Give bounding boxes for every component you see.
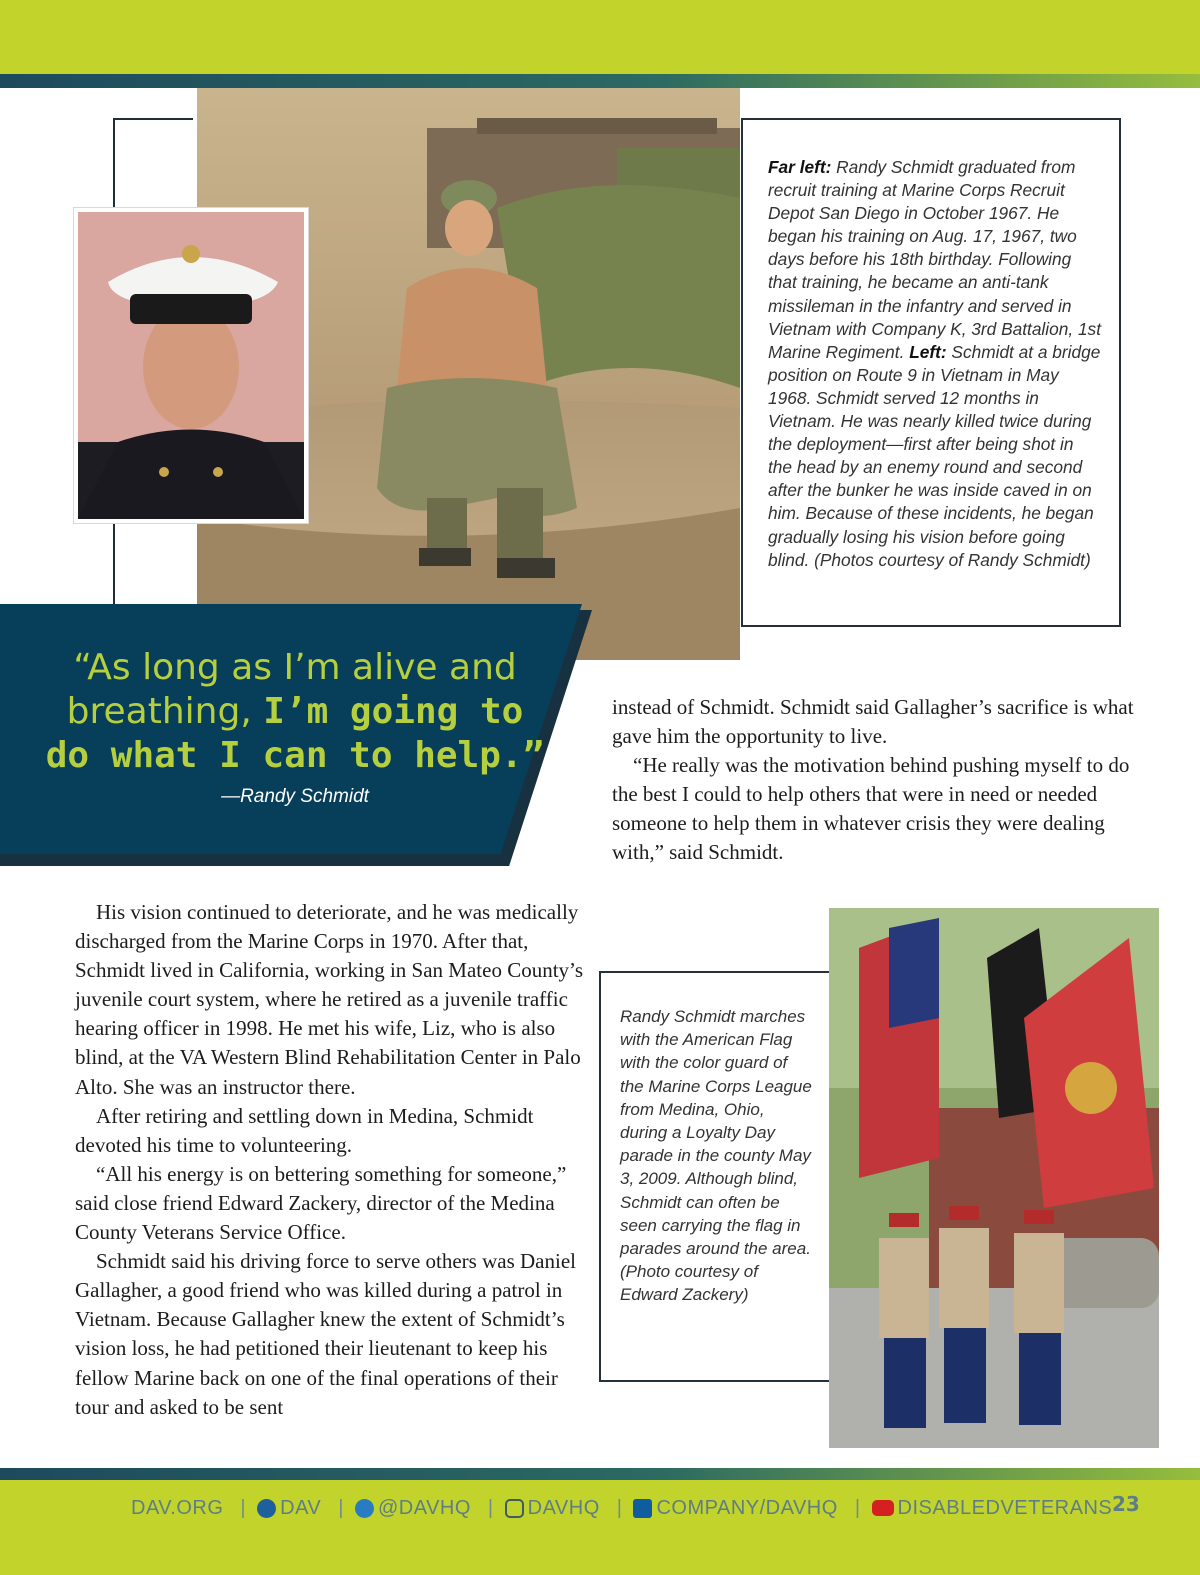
linkedin-icon xyxy=(633,1499,652,1518)
caption-parade: Randy Schmidt marches with the American Flag with the color guard of the Marine Corps League from Medina, Ohio, during a Loyalty Day parade in the county May 3, 2009. Although blind, Schmidt can often be seen carrying the flag in parades around the area. (Photo courtesy of Edward Zackery) xyxy=(620,1007,812,1305)
twitter-icon xyxy=(355,1499,374,1518)
body-paragraph: After retiring and settling down in Medina, Schmidt devoted his time to volunteering. xyxy=(75,1103,534,1157)
footer-links xyxy=(131,1493,1112,1523)
frame-line-left-lower xyxy=(113,524,115,606)
body-paragraph: His vision continued to deteriorate, and he was medically discharged from the Marine Corps in 1970. After that, Schmidt lived in California, working in San Mateo County’s juvenile court system, where he retired as a juvenile traffic hearing officer in 1998. He met his wife, Liz, who is also blind, at the VA Western Blind Rehabilitation Center in Palo Alto. She was an instructor there. xyxy=(75,900,584,1099)
frame-line-left xyxy=(113,118,115,210)
body-paragraph: Schmidt said his driving force to serve others was Daniel Gallagher, a good friend who was killed during a patrol in Vietnam. Because Gallagher knew the extent of Schmidt’s vision loss, he had petitioned their lieutenant to keep his fellow Marine back on one of the final operations of their tour and asked to be sent xyxy=(75,1249,576,1419)
facebook-icon xyxy=(257,1499,276,1518)
pull-quote-text xyxy=(40,646,550,778)
caption-far-left-label: Far left: xyxy=(768,157,832,177)
instagram-icon xyxy=(505,1499,524,1518)
pull-quote-bold-1: I’m going to xyxy=(263,691,524,732)
footer-instagram-link[interactable]: DAVHQ xyxy=(527,1496,600,1519)
photo-color-guard-parade-image xyxy=(829,908,1159,1448)
caption-far-left-text: Randy Schmidt graduated from recruit training at Marine Corps Recruit Depot San Diego in October 1967. He began his training on Aug. 17, 1967, two days before his 18th birthday. Following that training, he became an anti-tank missileman in the infantry and served in Vietnam with Company K, 3rd Battalion, 1st Marine Regiment. xyxy=(768,157,1101,362)
top-color-band xyxy=(0,0,1200,74)
footer-youtube-link[interactable]: DISABLEDVETERANS xyxy=(897,1496,1113,1519)
pull-quote-bold-2: do what I can to help.” xyxy=(45,735,545,776)
footer-linkedin-link[interactable]: COMPANY/DAVHQ xyxy=(656,1496,838,1519)
body-column-right xyxy=(612,693,1142,868)
footer-separator: | xyxy=(240,1496,247,1519)
footer-separator: | xyxy=(338,1496,344,1519)
footer-separator: | xyxy=(616,1496,623,1519)
footer-separator: | xyxy=(487,1496,494,1519)
top-gradient-rule xyxy=(0,74,1200,88)
photo-marine-portrait-image xyxy=(78,212,304,519)
body-paragraph: “He really was the motivation behind pushing myself to do the best I could to help others that were in need or needed someone to help them in whatever crisis they were dealing with,” said Schmidt. xyxy=(612,753,1130,865)
page-number: 23 xyxy=(1112,1492,1140,1516)
pull-quote-light-1: “As long as I’m alive and xyxy=(73,647,517,688)
footer-facebook-link[interactable]: DAV xyxy=(280,1496,322,1519)
pull-quote-light-2: breathing, xyxy=(66,691,264,732)
body-paragraph: “All his energy is on bettering something for someone,” said close friend Edward Zackery, director of the Medina County Veterans Service Office. xyxy=(75,1161,567,1245)
footer-twitter-link[interactable]: @DAVHQ xyxy=(377,1496,471,1519)
photo-marine-portrait xyxy=(74,208,308,523)
body-column-left xyxy=(75,898,590,1422)
body-paragraph: instead of Schmidt. Schmidt said Gallagher’s sacrifice is what gave him the opportunity to live. xyxy=(612,695,1134,749)
photo-color-guard-parade xyxy=(829,908,1159,1448)
caption-photos-top xyxy=(768,156,1102,572)
pull-quote-attribution: —Randy Schmidt xyxy=(221,786,369,807)
caption-left-label: Left: xyxy=(909,341,947,362)
footer-site-link[interactable]: DAV.ORG xyxy=(131,1496,224,1519)
footer-separator: | xyxy=(854,1496,861,1519)
caption-left-text: Schmidt at a bridge position on Route 9 in Vietnam in May 1968. Schmidt served 12 months in Vietnam. He was nearly killed twice during the deployment—first after being shot in the head by an enemy round and second after the bunker he was inside caved in on him. Because of these incidents, he began gradually losing his vision before going blind. (Photos courtesy of Randy Schmidt) xyxy=(768,341,1101,570)
frame-line-top xyxy=(113,118,193,120)
bottom-gradient-rule xyxy=(0,1468,1200,1480)
youtube-icon xyxy=(872,1500,894,1516)
